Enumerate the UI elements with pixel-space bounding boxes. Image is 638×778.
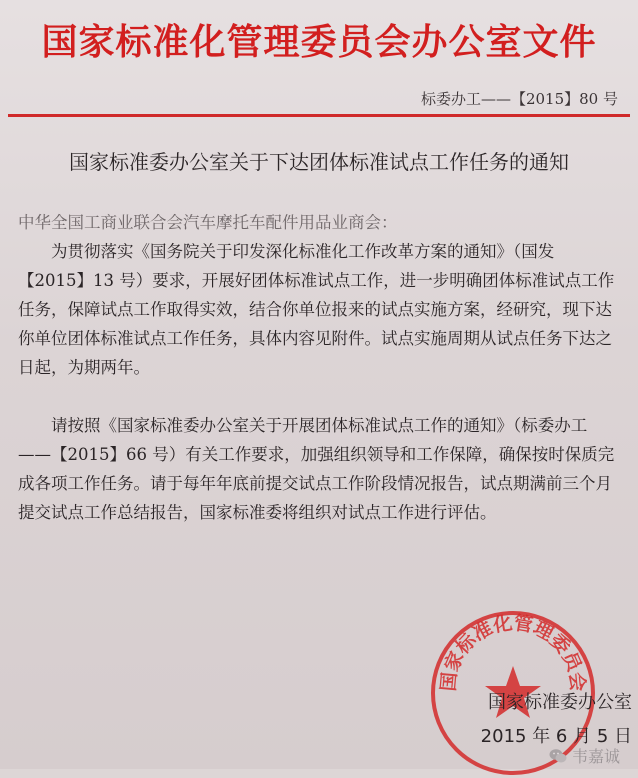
document-number: 标委办工——【2015】80 号	[420, 90, 618, 108]
body-paragraph-2: 请按照《国家标准委办公室关于开展团体标准试点工作的通知》（标委办工——【2015】66 号）有关工作要求，加强组织领导和工作保障，确保按时保质完成各项工作任务。请于每年年底前提交试点工作阶段情况报告，试点期满前三个月提交试点工作总结报告，国家标准委将组织对试点工作进行评估。	[18, 416, 615, 522]
paragraph-spacer	[18, 382, 620, 411]
watermark	[549, 744, 620, 767]
seal-text: 国家标准化管理委员会	[437, 612, 589, 693]
body-paragraph-1: 为贯彻落实《国务院关于印发深化标准化工作改革方案的通知》（国发【2015】13 号）要求，开展好团体标准试点工作，进一步明确团体标准试点工作任务，保障试点工作取得实效，结合你单位报来的试点实施方案，经研究，现下达你单位团体标准试点工作任务，具体内容见附件。试点实施周期从试点任务下达之日起，为期两年。	[18, 242, 615, 377]
recipient-line: 中华全国工商业联合会汽车摩托车配件用品业商会：	[18, 213, 398, 232]
document-body	[18, 208, 620, 527]
signature-date: 2015 年 6 月 5 日	[480, 726, 632, 747]
wechat-icon	[549, 748, 567, 764]
document-header-title: 国家标准化管理委员会办公室文件	[41, 22, 597, 63]
red-divider-line	[8, 114, 630, 117]
notice-title: 国家标准委办公室关于下达团体标准试点工作任务的通知	[69, 150, 569, 174]
signature-org: 国家标准委办公室	[488, 692, 632, 713]
watermark-text: 韦嘉诚	[571, 747, 620, 766]
